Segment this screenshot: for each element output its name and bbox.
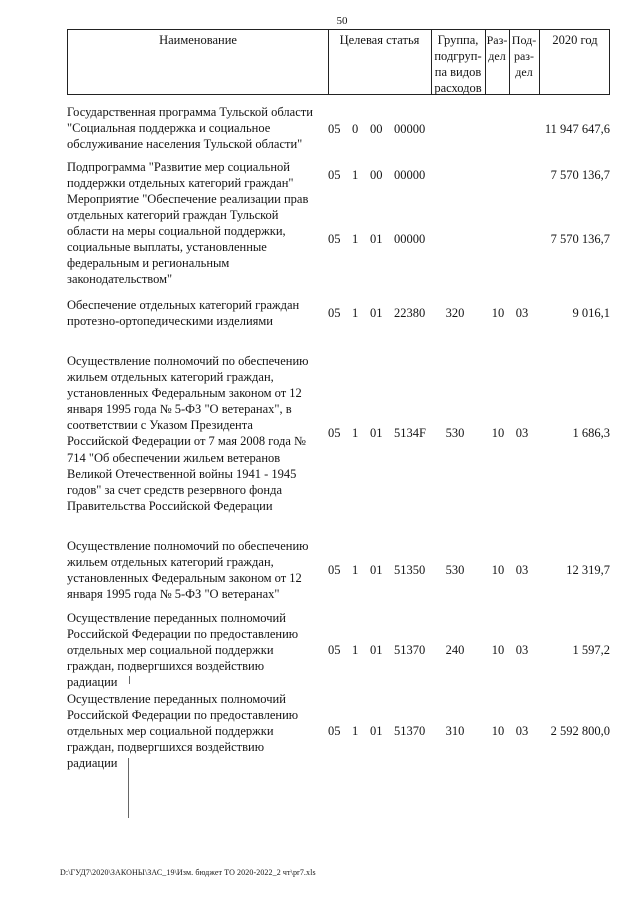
row-amount: 9 016,1: [572, 306, 610, 320]
row-code-direction: 51370: [394, 724, 426, 738]
row-expense-group: 530: [445, 563, 465, 577]
row-code-subprogram: 1: [352, 563, 359, 577]
row-section: 10: [491, 724, 505, 738]
row-code-measure: 01: [370, 232, 383, 246]
header-subsection: Под- раз- дел: [511, 33, 537, 79]
row-code-direction: 00000: [394, 122, 426, 136]
row-code-subprogram: 1: [352, 232, 359, 246]
row-name: Осуществление переданных полномочий Российской Федерации по предоставлению отдельных мер социальной поддержки граждан, подвергшихся воздействию радиации: [67, 611, 299, 690]
scan-mark: [129, 676, 130, 684]
row-code-direction: 51350: [394, 563, 426, 577]
row-code-subprogram: 1: [352, 724, 359, 738]
row-subsection: 03: [515, 724, 529, 738]
row-amount: 11 947 647,6: [544, 122, 610, 136]
row-code-direction: 5134F: [394, 426, 426, 440]
row-code-program: 05: [328, 643, 341, 657]
row-name: Мероприятие "Обеспечение реализации прав отдельных категорий граждан Тульской области на меры социальной поддержки, социальные выплаты, установленные федеральным и региональным законодательством": [67, 192, 309, 287]
row-code-measure: 01: [370, 306, 383, 320]
row-code-measure: 01: [370, 426, 383, 440]
table-header: [67, 29, 610, 95]
row-code-subprogram: 0: [352, 122, 359, 136]
row-expense-group: 320: [445, 306, 465, 320]
row-code-measure: 00: [370, 122, 383, 136]
row-code-program: 05: [328, 232, 341, 246]
row-amount: 1 597,2: [572, 643, 610, 657]
row-section: 10: [491, 563, 505, 577]
row-code-measure: 00: [370, 168, 383, 182]
row-code-subprogram: 1: [352, 306, 359, 320]
header-target-article: Целевая статья: [339, 33, 420, 47]
row-name: Подпрограмма "Развитие мер социальной поддержки отдельных категорий граждан": [67, 160, 294, 191]
row-expense-group: 310: [445, 724, 465, 738]
row-name: Обеспечение отдельных категорий граждан протезно-ортопедическими изделиями: [67, 298, 300, 329]
row-name: Осуществление полномочий по обеспечению жильем отдельных категорий граждан, установленных Федеральным законом от 12 января 1995 года № 5-ФЗ "О ветеранах", в соответствии с Указом Президента Российской Федерации от 7 мая 2008 года № 714 "Об обеспечении жильем ветеранов Великой Отечественной войны 1941 - 1945 годов" за счет средств резервного фонда Правительства Российской Федерации: [67, 354, 309, 513]
header-year: 2020 год: [552, 33, 598, 47]
row-code-measure: 01: [370, 724, 383, 738]
row-section: 10: [491, 643, 505, 657]
row-amount: 7 570 136,7: [550, 232, 610, 246]
row-section: 10: [491, 306, 505, 320]
row-code-program: 05: [328, 122, 341, 136]
row-code-direction: 51370: [394, 643, 426, 657]
scan-mark: [128, 758, 129, 818]
row-amount: 2 592 800,0: [550, 724, 610, 738]
row-name: Осуществление переданных полномочий Российской Федерации по предоставлению отдельных мер социальной поддержки граждан, подвергшихся воздействию радиации: [67, 692, 299, 771]
row-expense-group: 530: [445, 426, 465, 440]
page-number: 50: [336, 15, 348, 27]
row-name: Государственная программа Тульской области "Социальная поддержка и социальное обслуживание населения Тульской области": [67, 105, 313, 152]
row-code-program: 05: [328, 168, 341, 182]
header-name: Наименование: [159, 33, 237, 47]
row-expense-group: 240: [445, 643, 465, 657]
file-path-footer: D:\ГУД7\2020\ЗАКОНЫ\ЗАС_19\Изм. бюджет ТО 2020-2022_2 чт\pr7.xls: [60, 868, 316, 877]
row-code-measure: 01: [370, 563, 383, 577]
row-code-program: 05: [328, 724, 341, 738]
row-code-subprogram: 1: [352, 168, 359, 182]
row-code-direction: 00000: [394, 168, 426, 182]
row-code-subprogram: 1: [352, 426, 359, 440]
header-group-underline: [364, 94, 418, 95]
row-amount: 7 570 136,7: [550, 168, 610, 182]
row-subsection: 03: [515, 643, 529, 657]
row-section: 10: [491, 426, 505, 440]
header-section: Раз- дел: [486, 33, 508, 63]
row-amount: 1 686,3: [572, 426, 610, 440]
row-code-direction: 00000: [394, 232, 426, 246]
row-code-direction: 22380: [394, 306, 426, 320]
row-code-program: 05: [328, 306, 341, 320]
header-expense-group: Группа, подгруп- па видов расходов: [434, 33, 482, 95]
row-name: Осуществление полномочий по обеспечению жильем отдельных категорий граждан, установленных Федеральным законом от 12 января 1995 года № 5-ФЗ "О ветеранах": [67, 539, 309, 602]
row-subsection: 03: [515, 306, 529, 320]
row-code-measure: 01: [370, 643, 383, 657]
row-code-program: 05: [328, 563, 341, 577]
row-amount: 12 319,7: [566, 563, 610, 577]
row-subsection: 03: [515, 426, 529, 440]
row-subsection: 03: [515, 563, 529, 577]
row-code-subprogram: 1: [352, 643, 359, 657]
row-code-program: 05: [328, 426, 341, 440]
